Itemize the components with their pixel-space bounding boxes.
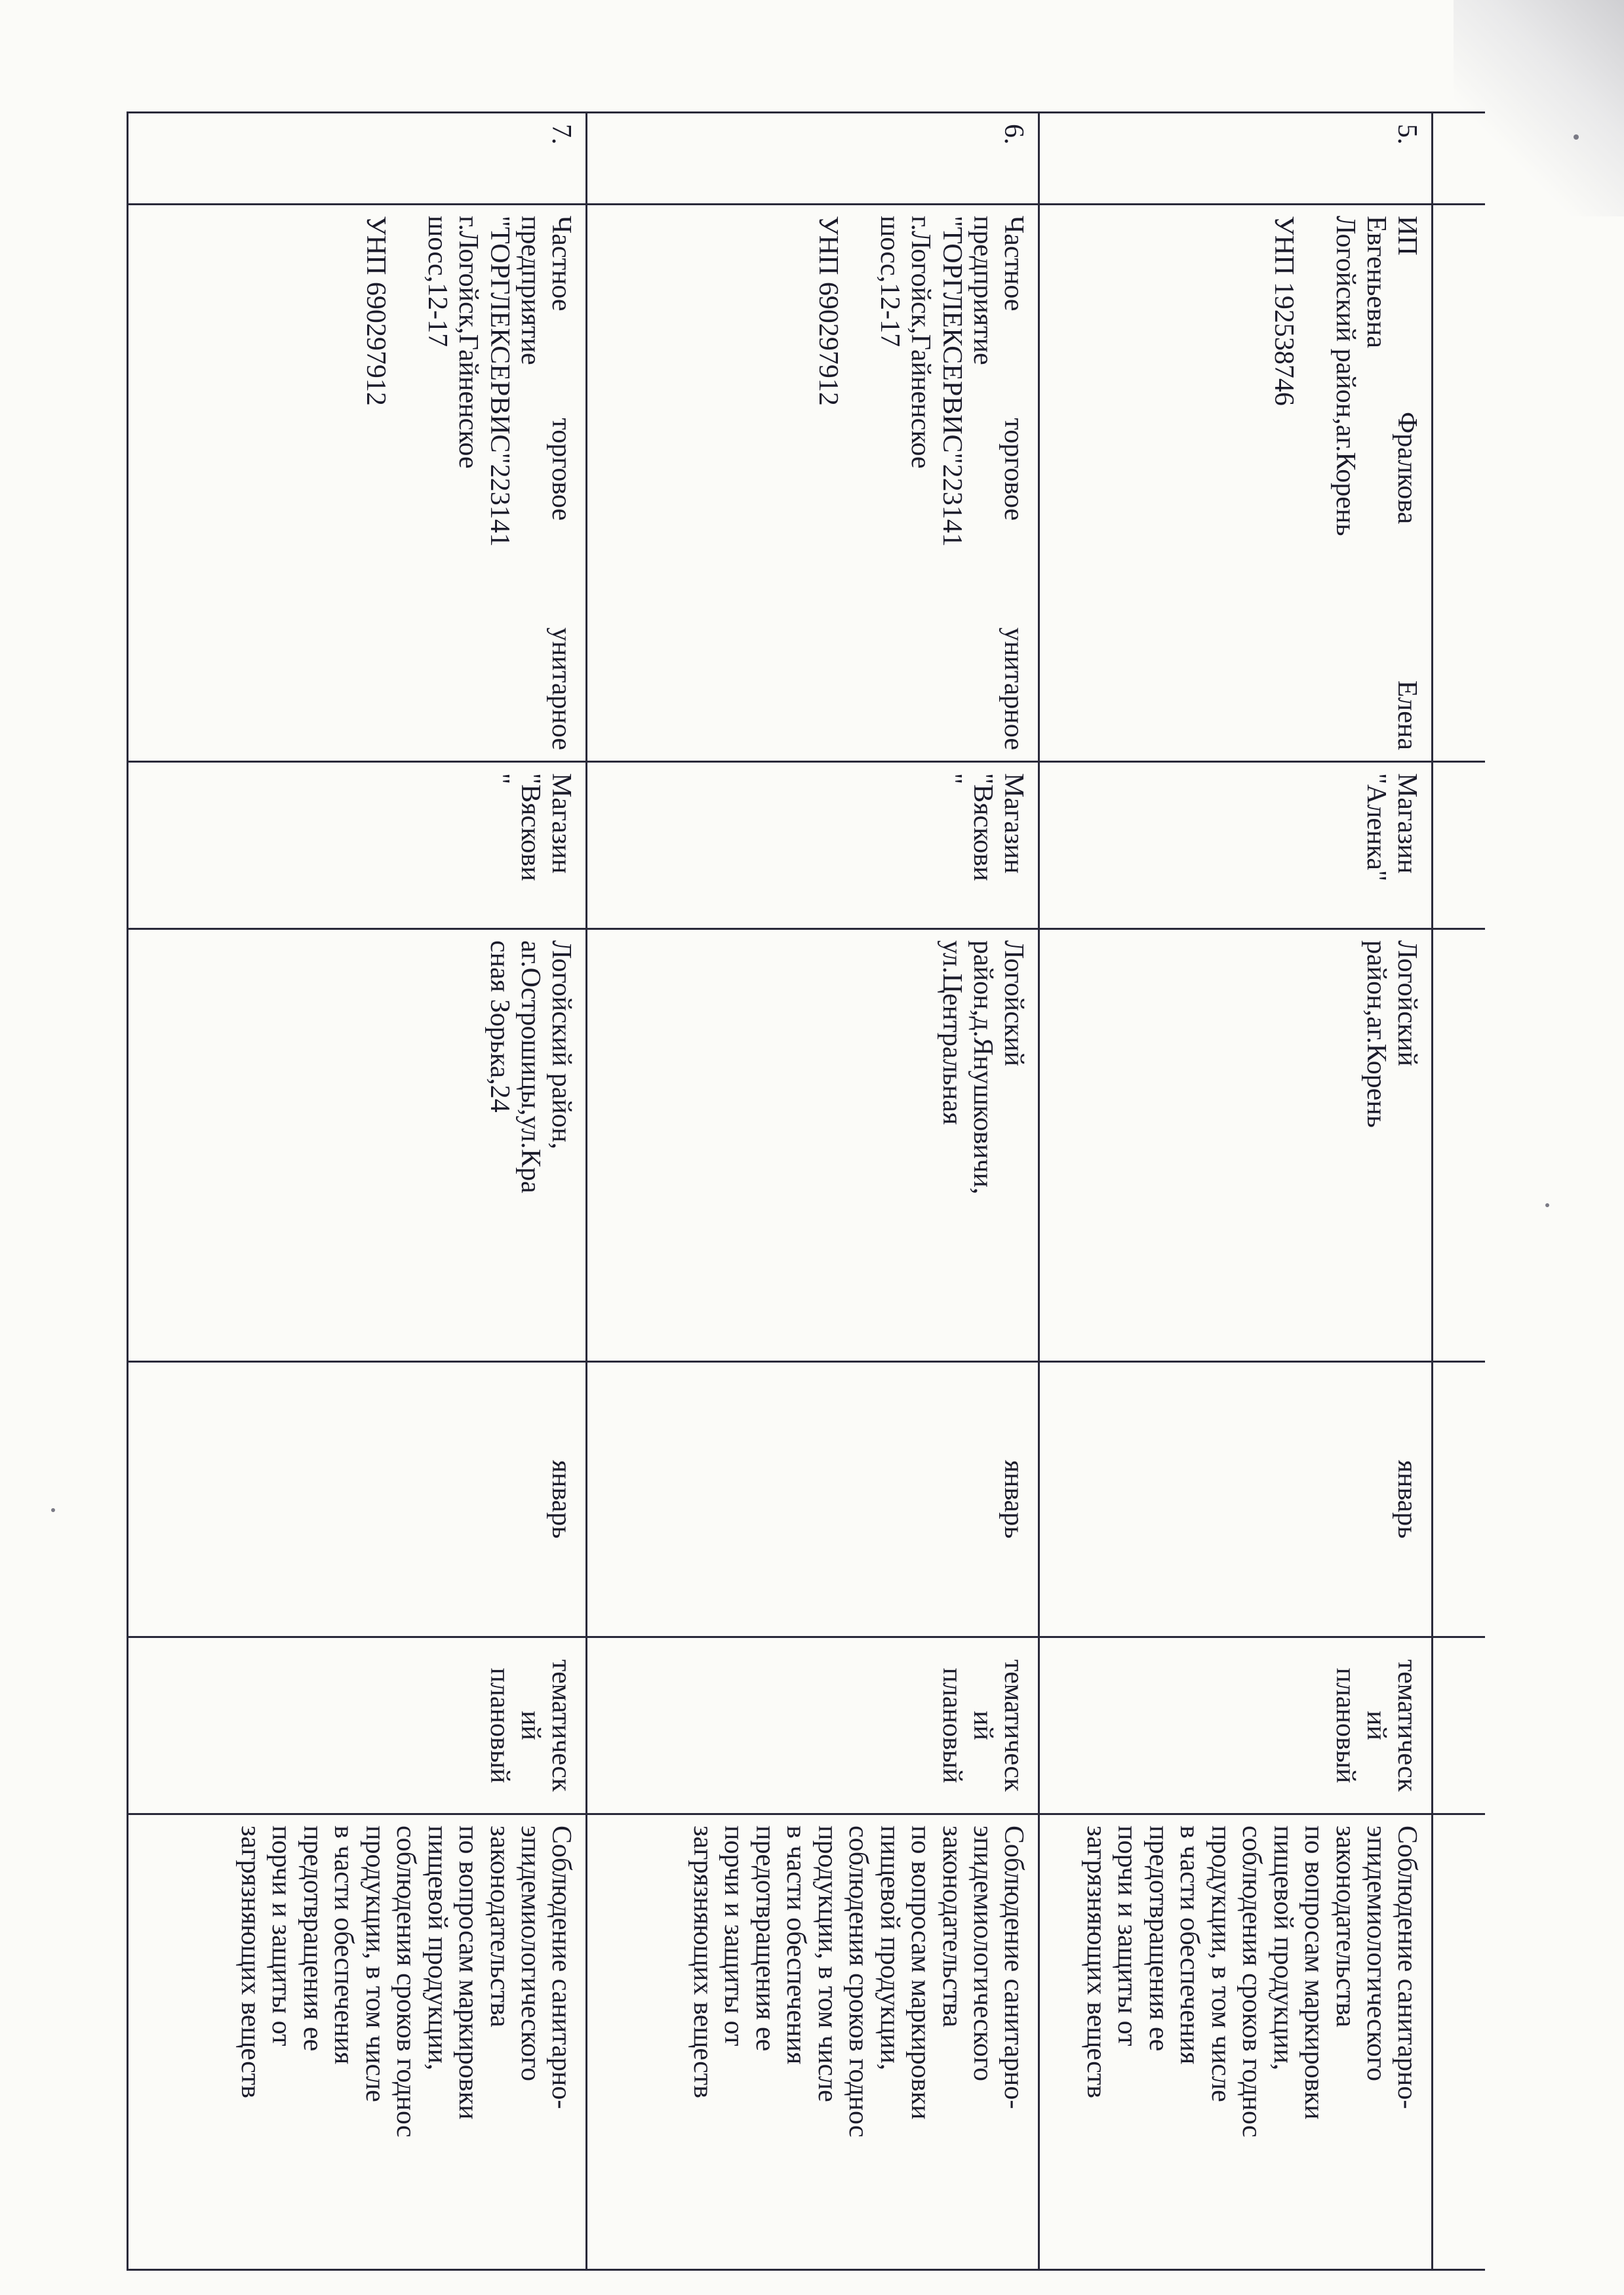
requirement-line: законодательства [1330, 1826, 1360, 2027]
requirement-line: соблюдения сроков годнос [843, 1826, 874, 2138]
subject-unp: УНП 192538746 [1269, 216, 1299, 406]
requirement-line: соблюдения сроков годнос [1237, 1826, 1267, 2138]
object-address: Логойский [1392, 940, 1423, 1067]
check-type: тематическ [999, 1659, 1029, 1792]
rotated-page [128, 111, 1485, 2269]
requirement-line: пищевой продукции, [1267, 1826, 1298, 2071]
requirement-line: эпидемиологического [515, 1826, 546, 2082]
subject-cell [128, 205, 587, 762]
requirement-line: по вопросам маркировки [1299, 1826, 1330, 2120]
table-top-stub [1433, 113, 1485, 2270]
requirement-line: загрязняющих веществ [235, 1826, 266, 2098]
stub-cell [1433, 1362, 1485, 1637]
object-address: аг.Острошицы,ул.Кра [515, 940, 546, 1193]
check-type-cell [587, 1637, 1039, 1814]
requirement-line: законодательства [936, 1826, 967, 2027]
object-address: ул.Центральная [936, 940, 967, 1125]
row-number: 6. [587, 113, 1039, 205]
object-type: Магазин [546, 773, 577, 874]
check-type-cell [1039, 1637, 1433, 1814]
subject-address: г.Логойск,Гайненское [905, 216, 936, 469]
requirement-line: по вопросам маркировки [453, 1826, 484, 2120]
scan-speck [51, 1508, 55, 1512]
subject-cell [1039, 205, 1433, 762]
object-cell [128, 762, 587, 929]
stub-cell [1433, 1637, 1485, 1814]
scan-speck [1545, 1203, 1549, 1207]
month-cell: январь [128, 1362, 587, 1637]
object-address: район,аг.Корень [1361, 940, 1392, 1128]
subject-address: Логойский район,аг.Корень [1330, 216, 1360, 536]
subject-name-cont: "ТОРГЛЕКСЕРВИС"223141 [936, 216, 967, 547]
object-name-cont: " [936, 773, 967, 785]
subject-name: ИП Фралкова Елена [1392, 216, 1423, 750]
check-type: плановый [484, 1667, 515, 1784]
row-number: 5. [1039, 113, 1433, 205]
requirement-line: порчи и защиты от [266, 1826, 297, 2046]
subject-address: шосс,12-17 [422, 216, 452, 348]
object-address: сная Зорька,24 [484, 940, 515, 1113]
subject-unp: УНП 690297912 [813, 216, 844, 406]
subject-name: Частное торговое унитарное [999, 216, 1029, 750]
stub-cell [1433, 929, 1485, 1362]
requirement-line: продукции, в том числе [1205, 1826, 1236, 2102]
object-name-cont: " [484, 773, 515, 785]
subject-name-cont: предприятие [515, 216, 546, 365]
requirement-line: в части обеспечения [328, 1826, 359, 2065]
requirement-line: по вопросам маркировки [905, 1826, 936, 2120]
stub-cell [1433, 205, 1485, 762]
subject-address: г.Логойск,Гайненское [453, 216, 484, 469]
object-address-cell [128, 929, 587, 1362]
subject-name-cont: "ТОРГЛЕКСЕРВИС"223141 [484, 216, 515, 547]
object-cell [587, 762, 1039, 929]
requirement-line: порчи и защиты от [719, 1826, 749, 2046]
check-type: тематическ [546, 1659, 577, 1792]
requirement-line: загрязняющих веществ [687, 1826, 718, 2098]
subject-unp: УНП 690297912 [361, 216, 391, 406]
requirement-line: порчи и защиты от [1112, 1826, 1143, 2046]
table-row [587, 113, 1039, 2270]
requirement-line: Соблюдение санитарно- [999, 1826, 1029, 2109]
inspection-plan-table [127, 111, 1486, 2271]
subject-cell [587, 205, 1039, 762]
subject-name: Частное торговое унитарное [546, 216, 577, 750]
requirement-line: эпидемиологического [968, 1826, 999, 2082]
subject-address: шосс,12-17 [874, 216, 905, 348]
object-name: "Вяскови [968, 773, 999, 881]
requirements-cell [1039, 1814, 1433, 2270]
requirement-line: эпидемиологического [1361, 1826, 1392, 2082]
month-cell: январь [587, 1362, 1039, 1637]
requirement-line: Соблюдение санитарно- [1392, 1826, 1423, 2109]
requirement-line: пищевой продукции, [874, 1826, 905, 2071]
object-name: "Аленка" [1361, 773, 1392, 882]
object-address: Логойский [999, 940, 1029, 1067]
requirement-line: законодательства [484, 1826, 515, 2027]
check-type: плановый [1330, 1667, 1360, 1784]
object-address-cell [1039, 929, 1433, 1362]
stub-cell [1433, 1814, 1485, 2270]
requirement-line: в части обеспечения [1174, 1826, 1205, 2065]
object-name: "Вяскови [515, 773, 546, 881]
table-row [128, 113, 587, 2270]
stub-cell [1433, 762, 1485, 929]
month-cell: январь [1039, 1362, 1433, 1637]
requirement-line: Соблюдение санитарно- [546, 1826, 577, 2109]
check-type-cell [128, 1637, 587, 1814]
subject-name-cont: Евгеньевна [1361, 216, 1392, 349]
requirement-line: пищевой продукции, [422, 1826, 452, 2071]
requirement-line: предотвращения ее [749, 1826, 780, 2052]
check-type: ий [515, 1711, 546, 1740]
check-type: тематическ [1392, 1659, 1423, 1792]
stub-cell [1433, 113, 1485, 205]
requirement-line: соблюдения сроков годнос [391, 1826, 422, 2138]
check-type: ий [1361, 1711, 1392, 1740]
table-row [1039, 113, 1433, 2270]
object-type: Магазин [1392, 773, 1423, 874]
subject-name-cont: предприятие [968, 216, 999, 365]
object-address-cell [587, 929, 1039, 1362]
check-type: плановый [936, 1667, 967, 1784]
object-address: Логойский район, [546, 940, 577, 1149]
object-cell [1039, 762, 1433, 929]
requirement-line: загрязняющих веществ [1080, 1826, 1111, 2098]
object-type: Магазин [999, 773, 1029, 874]
requirement-line: в части обеспечения [781, 1826, 812, 2065]
requirements-cell [587, 1814, 1039, 2270]
requirement-line: продукции, в том числе [812, 1826, 842, 2102]
requirement-line: предотвращения ее [1143, 1826, 1174, 2052]
object-address: район,д.Янушковичи, [968, 940, 999, 1195]
scan-speck [1574, 134, 1579, 140]
row-number: 7. [128, 113, 587, 205]
check-type: ий [968, 1711, 999, 1740]
requirement-line: предотвращения ее [297, 1826, 328, 2052]
requirement-line: продукции, в том числе [359, 1826, 390, 2102]
requirements-cell [128, 1814, 587, 2270]
